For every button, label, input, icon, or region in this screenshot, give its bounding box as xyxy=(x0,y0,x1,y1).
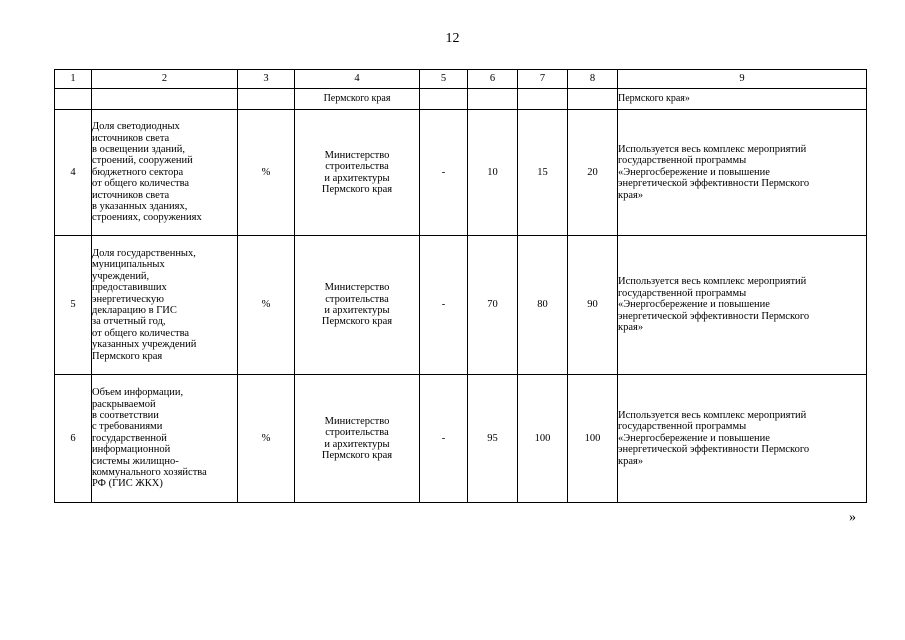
table-row xyxy=(55,375,867,503)
note-line: энергетической эффективности Пермского xyxy=(618,444,810,456)
ministry-line: Министерство xyxy=(324,415,390,427)
indicator-name-line: Доля светодиодных xyxy=(92,121,180,133)
note-line: «Энергосбережение и повышение xyxy=(618,432,770,444)
cont-cell-1 xyxy=(55,89,92,110)
table-row xyxy=(55,110,867,236)
column-header-3: 3 xyxy=(238,70,295,89)
indicator-name-line: Доля государственных, xyxy=(92,247,196,259)
indicator-name xyxy=(92,375,238,503)
ministry-line: и архитектуры xyxy=(324,438,390,450)
indicator-name-line: учреждений, xyxy=(92,270,150,282)
closing-quote: » xyxy=(849,510,856,525)
ministry-line: Министерство xyxy=(324,282,390,294)
indicator-name-line: за отчетный год, xyxy=(92,316,166,328)
note-line: государственной программы xyxy=(618,155,747,167)
row-number: 5 xyxy=(55,236,92,375)
note-line: края» xyxy=(618,455,644,467)
note-line: «Энергосбережение и повышение xyxy=(618,299,770,311)
cont-note: Пермского края» xyxy=(618,89,867,110)
indicator-name-line: коммунального хозяйства xyxy=(92,467,207,479)
column-header-5: 5 xyxy=(420,70,468,89)
cont-cell-6 xyxy=(468,89,518,110)
ministry-cell xyxy=(295,375,420,503)
ministry-line: строительства xyxy=(325,293,389,305)
note-line: энергетической эффективности Пермского xyxy=(618,178,810,190)
indicator-name-line: в указанных зданиях, xyxy=(92,201,188,213)
indicator-name-line: с требованиями xyxy=(92,421,163,433)
value-col6: 10 xyxy=(468,110,518,236)
value-col5: - xyxy=(420,110,468,236)
note-line: Используется весь комплекс мероприятий xyxy=(618,143,807,155)
indicator-name-line: от общего количества xyxy=(92,327,190,339)
value-col8: 20 xyxy=(568,110,618,236)
note-line: государственной программы xyxy=(618,287,747,299)
column-header-6: 6 xyxy=(468,70,518,89)
ministry-cell xyxy=(295,236,420,375)
value-col7: 15 xyxy=(518,110,568,236)
column-header-8: 8 xyxy=(568,70,618,89)
note-cell xyxy=(618,236,867,375)
note-line: Используется весь комплекс мероприятий xyxy=(618,276,807,288)
ministry-line: и архитектуры xyxy=(324,305,390,316)
indicator-name-line: от общего количества xyxy=(92,178,190,190)
indicator-name-line: государственной xyxy=(92,432,167,444)
indicator-name-line: РФ (ГИС ЖКХ) xyxy=(92,478,163,490)
row-number: 6 xyxy=(55,375,92,503)
column-header-1: 1 xyxy=(55,70,92,89)
indicator-name-line: Пермского края xyxy=(92,350,163,362)
indicator-name-line: энергетическую xyxy=(92,293,164,305)
value-col8: 90 xyxy=(568,236,618,375)
ministry-line: Министерство xyxy=(324,149,390,161)
ministry-line: строительства xyxy=(325,161,389,173)
cont-cell-5 xyxy=(420,89,468,110)
unit-cell: % xyxy=(238,110,295,236)
indicator-name xyxy=(92,236,238,375)
note-cell xyxy=(618,110,867,236)
value-col6: 95 xyxy=(468,375,518,503)
column-number-row xyxy=(55,70,867,89)
ministry-line: Пермского края xyxy=(321,449,393,461)
page-number: 12 xyxy=(445,31,460,46)
indicator-name-line: строений, сооружений xyxy=(92,155,193,167)
ministry-line: Пермского края xyxy=(321,183,393,195)
value-col7: 80 xyxy=(518,236,568,375)
indicator-name-line: декларацию в ГИС xyxy=(92,305,177,316)
note-line: «Энергосбережение и повышение xyxy=(618,166,770,178)
column-header-2: 2 xyxy=(92,70,238,89)
cont-cell-3 xyxy=(238,89,295,110)
cont-cell-7 xyxy=(518,89,568,110)
note-line: государственной программы xyxy=(618,421,747,433)
cont-cell-8 xyxy=(568,89,618,110)
column-header-4: 4 xyxy=(295,70,420,89)
indicator-name-line: источников света xyxy=(92,189,170,201)
ministry-line: строительства xyxy=(325,427,389,439)
indicator-name-line: Объем информации, xyxy=(92,387,184,399)
note-line: Используется весь комплекс мероприятий xyxy=(618,409,807,421)
indicators-table xyxy=(54,69,867,503)
indicator-name-line: муниципальных xyxy=(92,259,165,271)
continuation-row xyxy=(55,89,867,110)
ministry-line: и архитектуры xyxy=(324,172,390,184)
table-row xyxy=(55,236,867,375)
ministry-cell xyxy=(295,110,420,236)
indicator-name-line: указанных учреждений xyxy=(92,339,197,351)
cont-cell-2 xyxy=(92,89,238,110)
indicator-name-line: бюджетного сектора xyxy=(92,166,184,178)
note-line: края» xyxy=(618,322,644,334)
indicator-name-line: информационной xyxy=(92,444,171,456)
indicator-name-line: в освещении зданий, xyxy=(92,143,185,155)
ministry-line: Пермского края xyxy=(321,316,393,328)
value-col5: - xyxy=(420,236,468,375)
unit-cell: % xyxy=(238,236,295,375)
indicator-name-line: источников света xyxy=(92,132,170,144)
column-header-7: 7 xyxy=(518,70,568,89)
cont-ministry: Пермского края xyxy=(295,89,420,110)
value-col7: 100 xyxy=(518,375,568,503)
note-line: края» xyxy=(618,189,644,201)
indicator-name-line: системы жилищно- xyxy=(92,455,179,467)
unit-cell: % xyxy=(238,375,295,503)
column-header-9: 9 xyxy=(618,70,867,89)
row-number: 4 xyxy=(55,110,92,236)
indicator-name-line: предоставивших xyxy=(92,282,167,294)
note-cell xyxy=(618,375,867,503)
indicator-name xyxy=(92,110,238,236)
value-col6: 70 xyxy=(468,236,518,375)
indicator-name-line: строениях, сооружениях xyxy=(92,212,202,224)
value-col8: 100 xyxy=(568,375,618,503)
note-line: энергетической эффективности Пермского xyxy=(618,310,810,322)
value-col5: - xyxy=(420,375,468,503)
indicator-name-line: раскрываемой xyxy=(92,398,156,410)
indicator-name-line: в соответствии xyxy=(92,409,159,421)
